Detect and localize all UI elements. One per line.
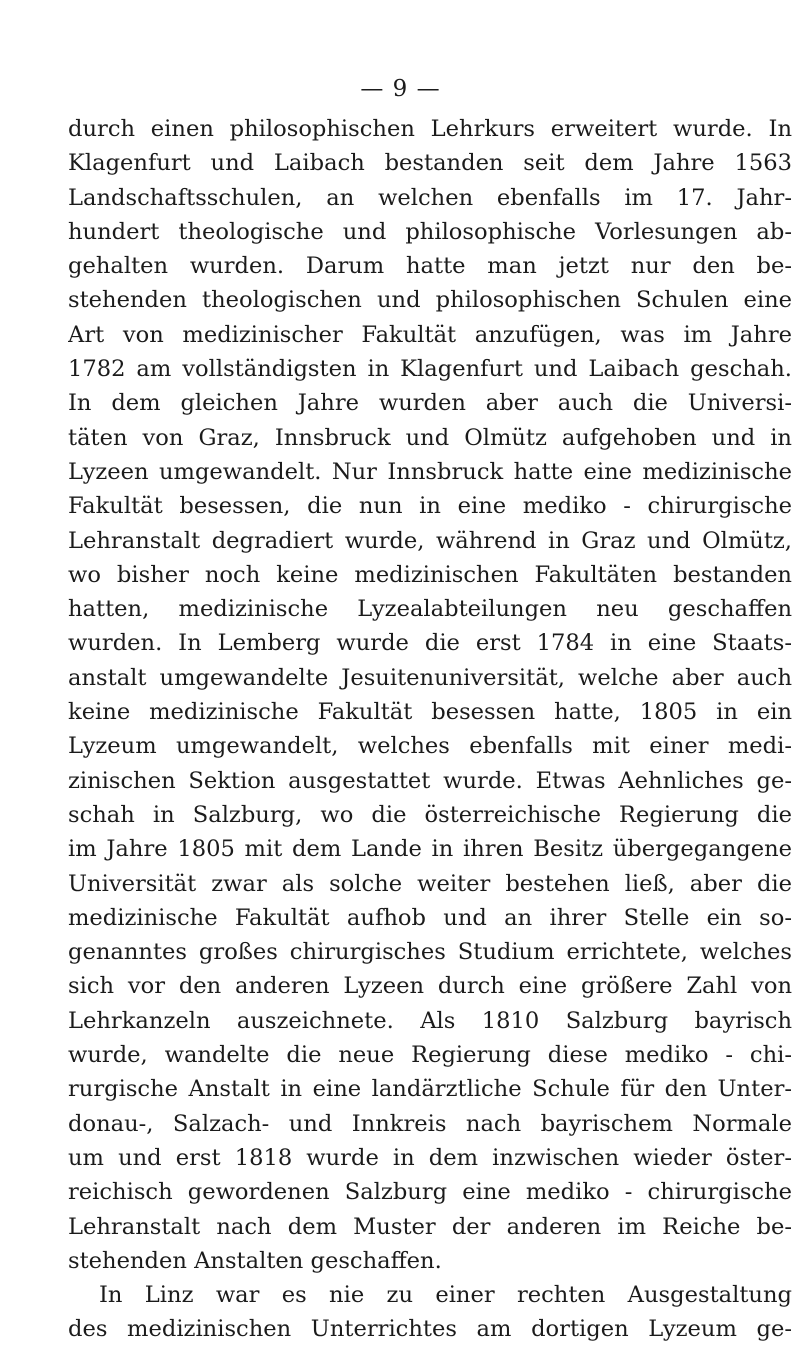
body-text bbox=[68, 112, 792, 1347]
text-line: um und erst 1818 wurde in dem inzwischen wieder öster- bbox=[68, 1144, 792, 1171]
text-line: genanntes großes chirurgisches Studium errichtete, welches bbox=[68, 939, 792, 966]
text-line: reichisch gewordenen Salzburg eine mediko - chirurgische bbox=[68, 1179, 792, 1206]
text-line: keine medizinische Fakultät besessen hatte, 1805 in ein bbox=[68, 699, 792, 726]
text-line: wo bisher noch keine medizinischen Fakultäten bestanden bbox=[68, 561, 792, 588]
text-line: medizinische Fakultät aufhob und an ihrer Stelle ein so- bbox=[68, 904, 792, 931]
text-line: Lehranstalt nach dem Muster der anderen im Reiche be- bbox=[68, 1213, 792, 1240]
text-line: zinischen Sektion ausgestattet wurde. Etwas Aehnliches ge- bbox=[68, 767, 792, 794]
text-line: wurden. In Lemberg wurde die erst 1784 in eine Staats- bbox=[68, 630, 792, 657]
text-line: hatten, medizinische Lyzealabteilungen neu geschaffen bbox=[68, 596, 792, 623]
text-line: Lyzeum umgewandelt, welches ebenfalls mit einer medi- bbox=[68, 733, 792, 760]
text-line: In dem gleichen Jahre wurden aber auch die Universi- bbox=[68, 390, 792, 417]
text-line: rurgische Anstalt in eine landärztliche Schule für den Unter- bbox=[68, 1076, 792, 1103]
text-line: sich vor den anderen Lyzeen durch eine größere Zahl von bbox=[68, 973, 792, 1000]
text-line: Landschaftsschulen, an welchen ebenfalls im 17. Jahr- bbox=[68, 184, 792, 211]
text-line: Fakultät besessen, die nun in eine mediko - chirurgische bbox=[68, 493, 792, 520]
text-line: anstalt umgewandelte Jesuitenuniversität, welche aber auch bbox=[68, 664, 792, 691]
text-line: stehenden theologischen und philosophischen Schulen eine bbox=[68, 287, 792, 314]
page-number: — 9 — bbox=[360, 76, 441, 102]
text-line: wurde, wandelte die neue Regierung diese mediko - chi- bbox=[68, 1042, 792, 1069]
text-line: durch einen philosophischen Lehrkurs erweitert wurde. In bbox=[68, 116, 792, 142]
text-line: des medizinischen Unterrichtes am dortigen Lyzeum ge- bbox=[68, 1316, 792, 1343]
text-line: Lyzeen umgewandelt. Nur Innsbruck hatte eine medizinische bbox=[68, 458, 792, 485]
text-line: 1782 am vollständigsten in Klagenfurt und Laibach geschah. bbox=[68, 356, 792, 383]
paragraph-start-line: In Linz war es nie zu einer rechten Ausgestaltung bbox=[99, 1282, 792, 1309]
text-line: hundert theologische und philosophische Vorlesungen ab- bbox=[68, 218, 792, 245]
text-line: Universität zwar als solche weiter bestehen ließ, aber die bbox=[68, 870, 792, 897]
text-line: Lehranstalt degradiert wurde, während in Graz und Olmütz, bbox=[68, 527, 792, 554]
text-line: Art von medizinischer Fakultät anzufügen, was im Jahre bbox=[68, 321, 792, 348]
text-line: täten von Graz, Innsbruck und Olmütz aufgehoben und in bbox=[68, 424, 792, 451]
paragraph-end-line: stehenden Anstalten geschaffen. bbox=[68, 1247, 442, 1274]
text-line: im Jahre 1805 mit dem Lande in ihren Besitz übergegangene bbox=[68, 836, 792, 863]
text-line: schah in Salzburg, wo die österreichische Regierung die bbox=[68, 801, 792, 828]
text-line: Lehrkanzeln auszeichnete. Als 1810 Salzburg bayrisch bbox=[68, 1007, 792, 1034]
text-line: Klagenfurt und Laibach bestanden seit dem Jahre 1563 bbox=[68, 150, 792, 177]
text-line: gehalten wurden. Darum hatte man jetzt nur den be- bbox=[68, 253, 792, 280]
text-line: donau-, Salzach- und Innkreis nach bayrischem Normale bbox=[68, 1110, 792, 1137]
